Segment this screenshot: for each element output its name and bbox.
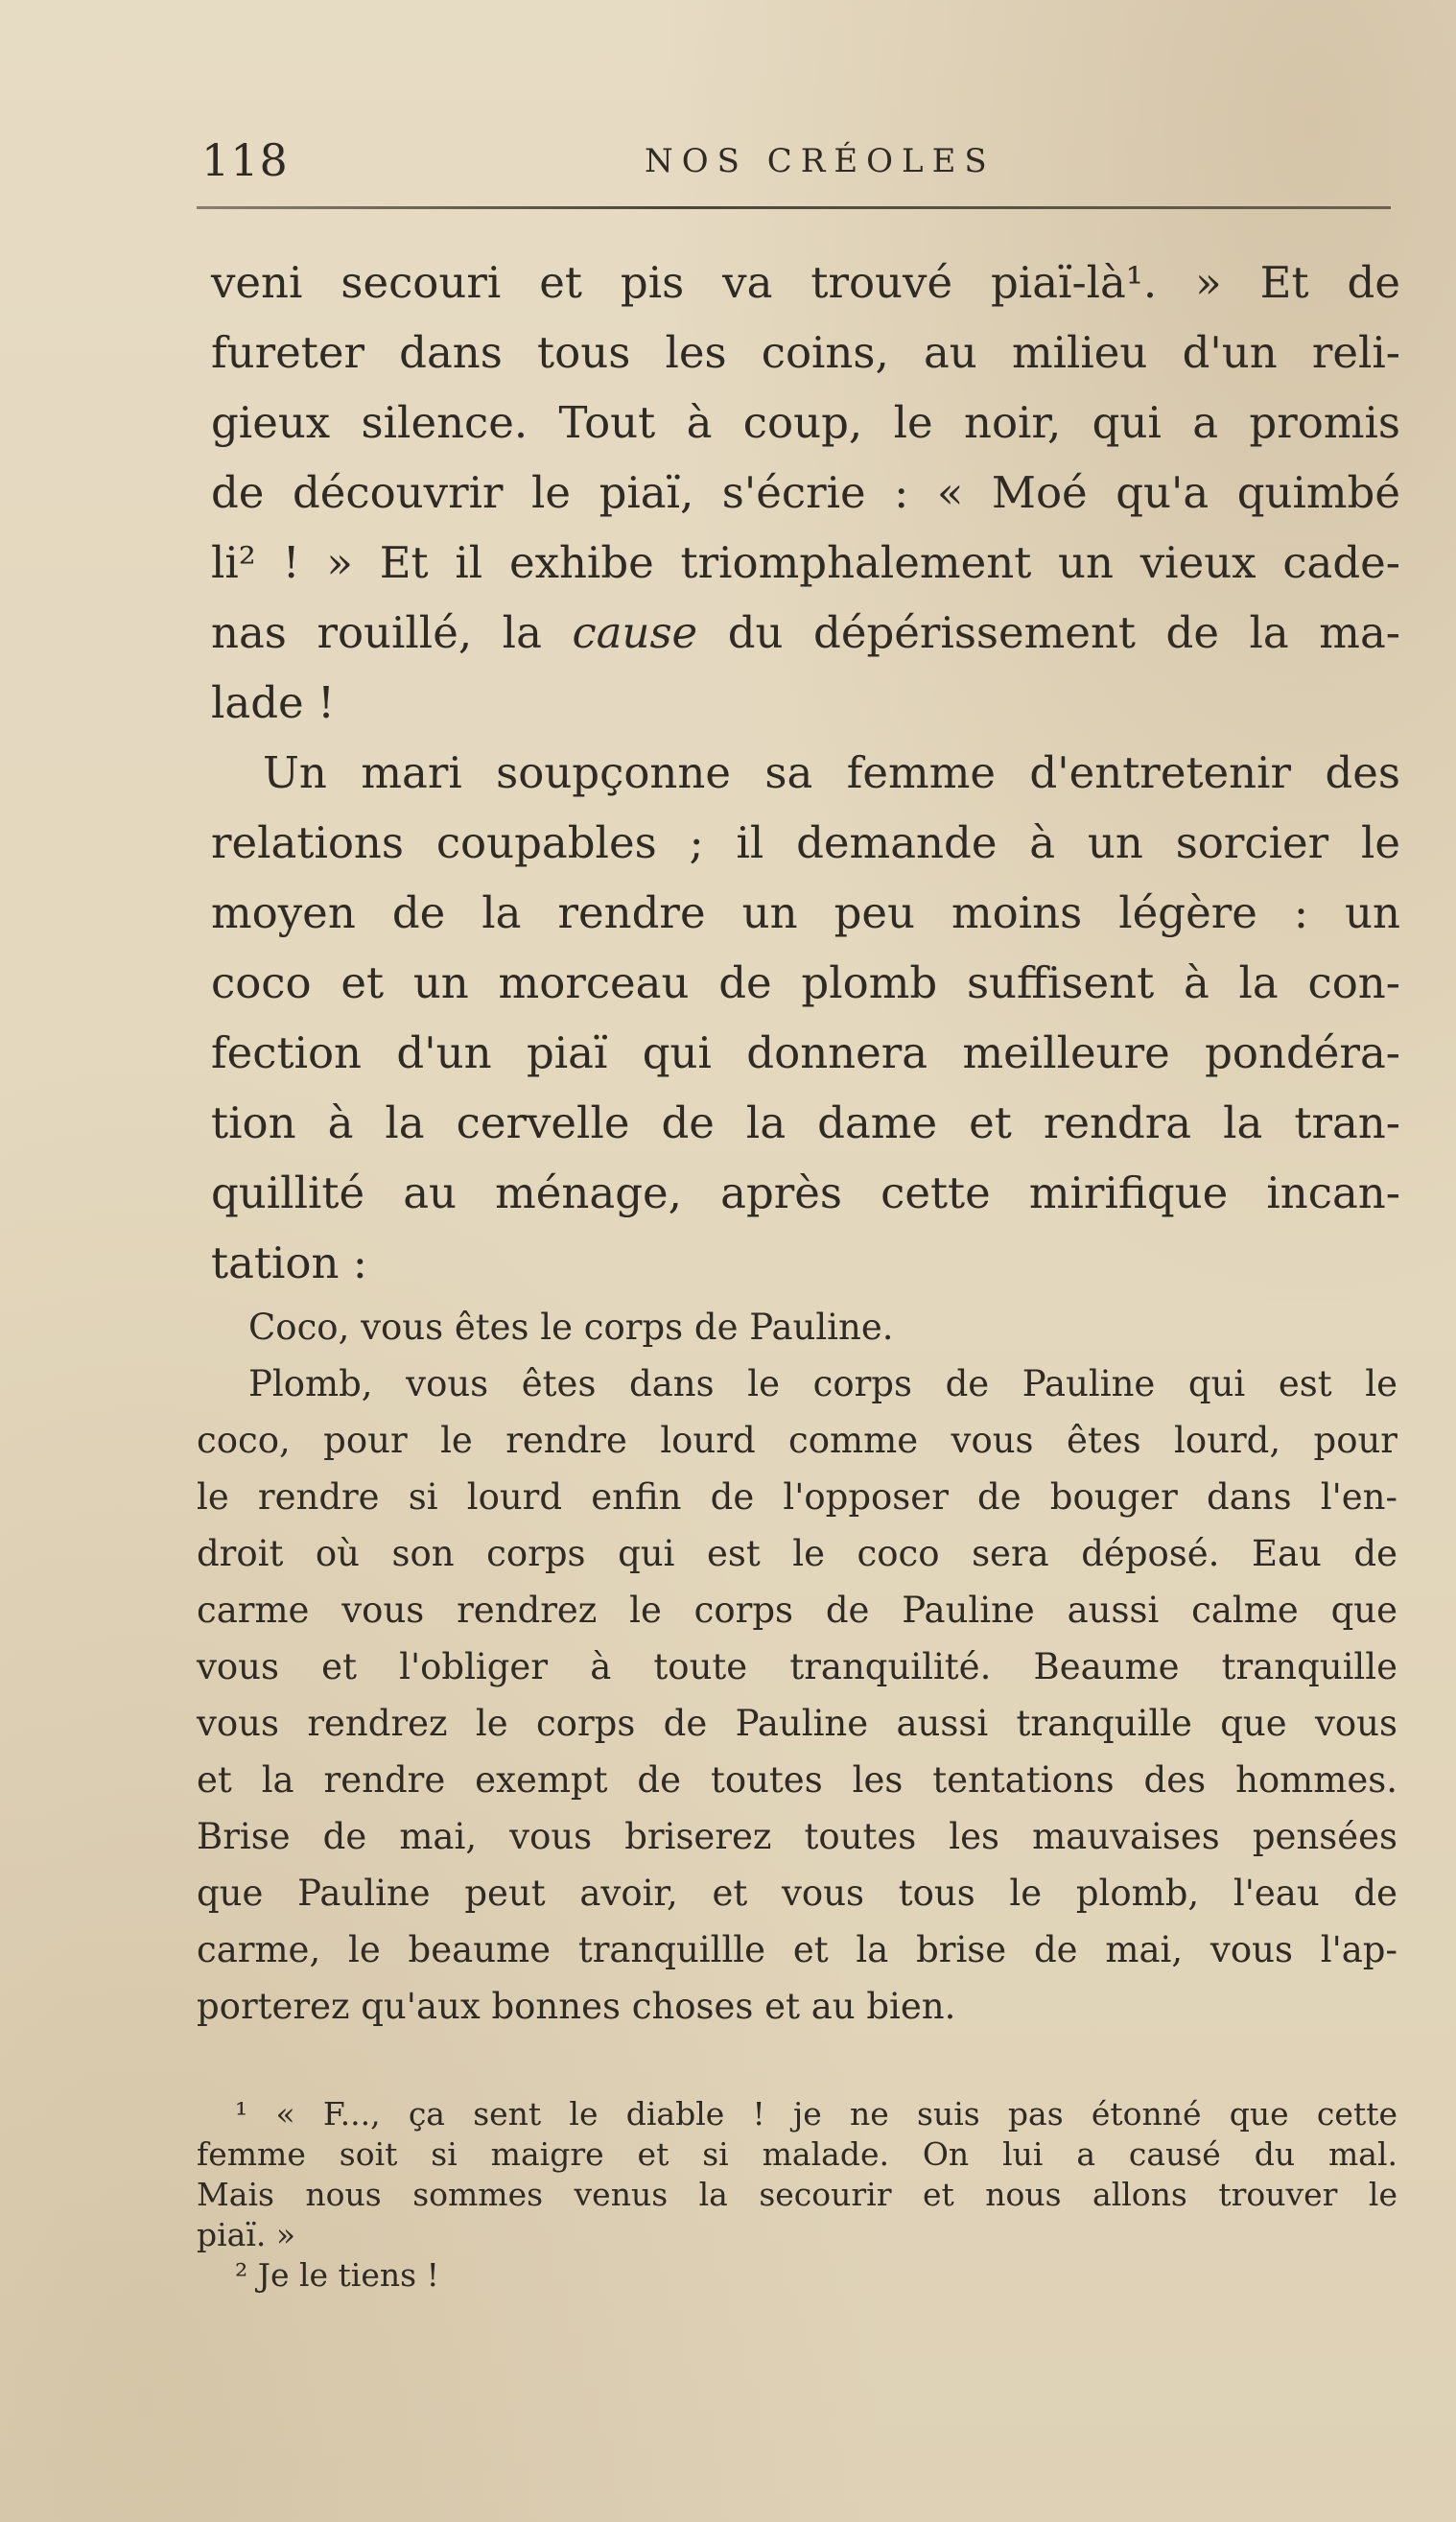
running-title: NOS CRÉOLES [645, 142, 996, 180]
footnote-line: ² Je le tiens ! [235, 2256, 439, 2294]
quote-line: coco, pour le rendre lourd comme vous êtes lourd, pour [197, 1420, 1397, 1461]
text-line: nas rouillé, la cause du dépérissement de la ma- [211, 607, 1400, 658]
text-line: tion à la cervelle de la dame et rendra la tran- [211, 1097, 1400, 1148]
text-line: quillité au ménage, après cette mirifique incan- [211, 1167, 1400, 1218]
footnotes [197, 2094, 1397, 2296]
footnote-line: Mais nous sommes venus la secourir et nous allons trouver le [197, 2176, 1397, 2213]
text-line: Un mari soupçonne sa femme d'entretenir des [263, 747, 1400, 798]
text-line: veni secouri et pis va trouvé piaï-là¹. » Et de [211, 257, 1400, 308]
quote-line: porterez qu'aux bonnes choses et au bien. [197, 1986, 956, 2027]
main-text [211, 247, 1400, 1298]
quote-line: Brise de mai, vous briserez toutes les mauvaises pensées [197, 1816, 1397, 1857]
quote-line: carme, le beaume tranquillle et la brise de mai, vous l'ap- [197, 1929, 1397, 1970]
text-line: fureter dans tous les coins, au milieu d'un reli- [211, 327, 1400, 378]
footnote-line: piaï. » [197, 2216, 296, 2253]
quote-line: vous rendrez le corps de Pauline aussi tranquille que vous [197, 1703, 1397, 1744]
quote-line: que Pauline peut avoir, et vous tous le plomb, l'eau de [197, 1873, 1397, 1914]
text-line: moyen de la rendre un peu moins légère : un [211, 887, 1400, 938]
page-header [201, 134, 1391, 192]
quote-line: le rendre si lourd enfin de l'opposer de bouger dans l'en- [197, 1476, 1397, 1518]
page-number: 118 [201, 134, 289, 186]
quote-line: vous et l'obliger à toute tranquilité. Beaume tranquille [197, 1646, 1397, 1687]
quote-line: Coco, vous êtes le corps de Pauline. [248, 1307, 894, 1348]
text-line: tation : [211, 1237, 367, 1288]
footnote-line: femme soit si maigre et si malade. On lui a causé du mal. [197, 2135, 1397, 2173]
text-line: lade ! [211, 677, 336, 728]
text-line: relations coupables ; il demande à un sorcier le [211, 817, 1400, 868]
text-line: de découvrir le piaï, s'écrie : « Moé qu'a quimbé [211, 467, 1400, 518]
quote-line: Plomb, vous êtes dans le corps de Pauline qui est le [248, 1363, 1397, 1404]
text-line: li² ! » Et il exhibe triomphalement un vieux cade- [211, 537, 1400, 588]
text-line: fection d'un piaï qui donnera meilleure pondéra- [211, 1027, 1400, 1078]
quote-line: et la rendre exempt de toutes les tentations des hommes. [197, 1759, 1397, 1801]
footnote-line: ¹ « F..., ça sent le diable ! je ne suis pas étonné que cette [235, 2095, 1397, 2133]
incantation-quote [197, 1299, 1397, 2035]
quote-line: carme vous rendrez le corps de Pauline aussi calme que [197, 1590, 1397, 1631]
header-rule [197, 206, 1391, 209]
text-line: coco et un morceau de plomb suffisent à la con- [211, 957, 1400, 1008]
quote-line: droit où son corps qui est le coco sera déposé. Eau de [197, 1533, 1397, 1574]
text-line: gieux silence. Tout à coup, le noir, qui a promis [211, 397, 1400, 448]
